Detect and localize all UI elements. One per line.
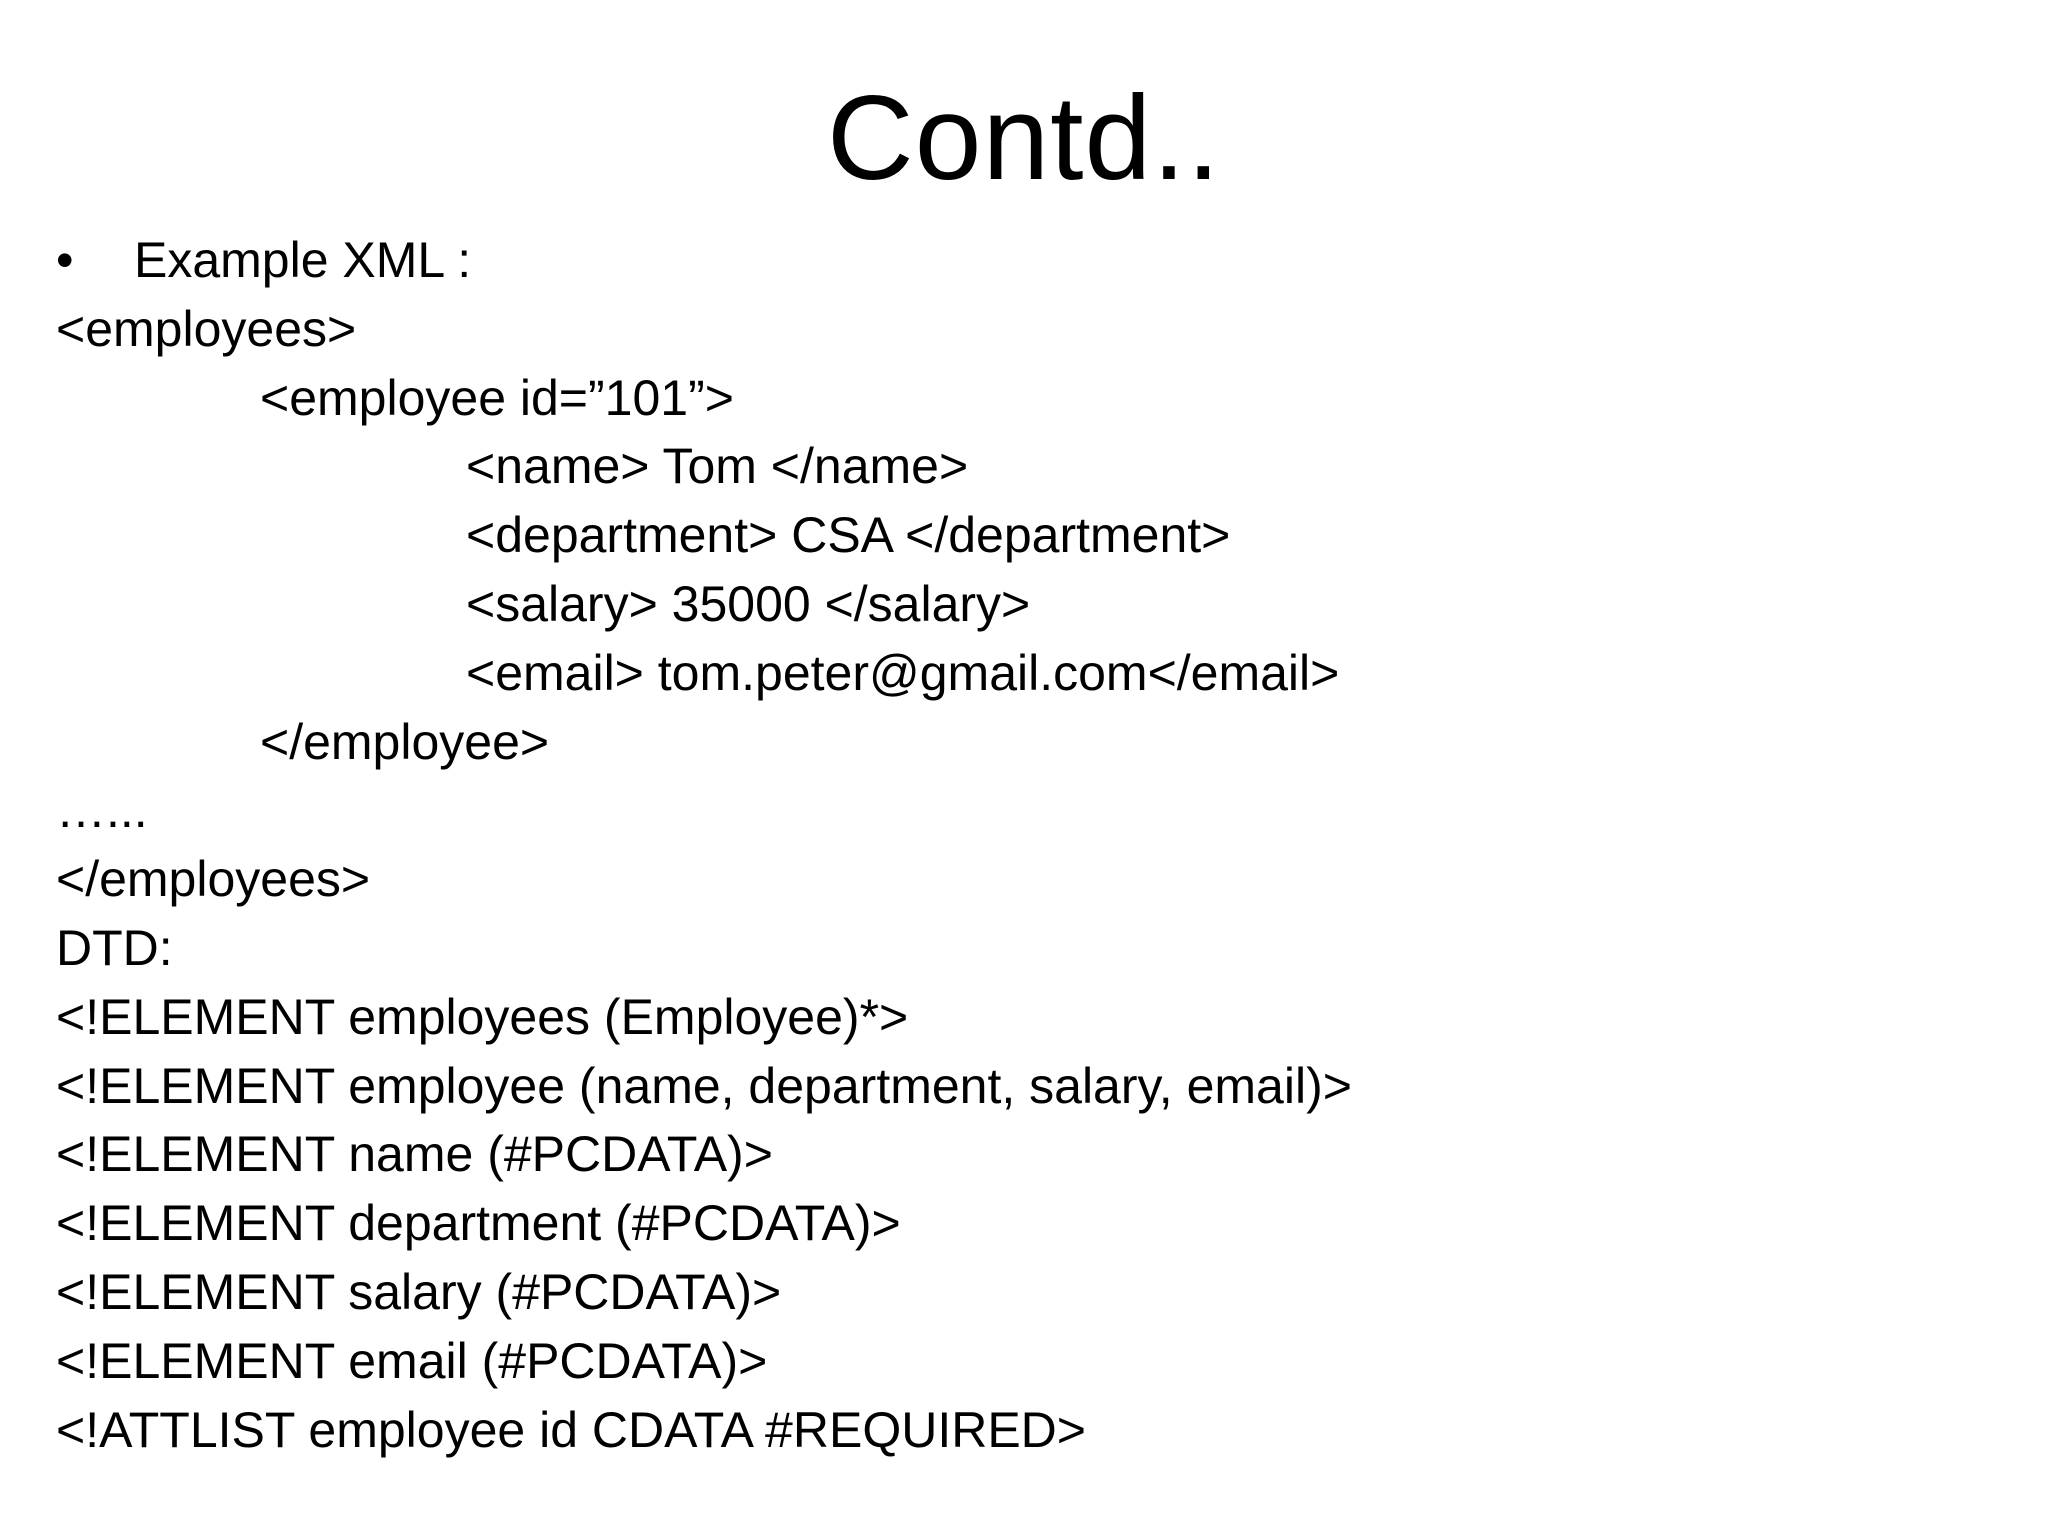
- bullet-text: Example XML :: [134, 232, 472, 288]
- xml-line-department: <department> CSA </department>: [466, 507, 1231, 564]
- dtd-line: <!ELEMENT email (#PCDATA)>: [56, 1332, 768, 1389]
- dtd-label: DTD:: [56, 919, 173, 976]
- xml-line-name: <name> Tom </name>: [466, 438, 969, 495]
- dtd-line: <!ATTLIST employee id CDATA #REQUIRED>: [56, 1401, 1086, 1458]
- dtd-line: <!ELEMENT employees (Employee)*>: [56, 988, 909, 1045]
- xml-line-ellipsis: …...: [56, 782, 148, 839]
- xml-line-employee-close: </employee>: [260, 713, 550, 770]
- xml-line-email: <email> tom.peter@gmail.com</email>: [466, 644, 1340, 701]
- dtd-line: <!ELEMENT salary (#PCDATA)>: [56, 1263, 782, 1320]
- xml-line-salary: <salary> 35000 </salary>: [466, 575, 1031, 632]
- dtd-line: <!ELEMENT name (#PCDATA)>: [56, 1126, 773, 1183]
- bullet-icon: •: [56, 232, 74, 288]
- slide-title: Contd..: [827, 71, 1221, 205]
- xml-line-employee-open: <employee id=”101”>: [260, 369, 734, 426]
- dtd-line: <!ELEMENT department (#PCDATA)>: [56, 1195, 901, 1252]
- bullet-item: [56, 226, 2016, 295]
- xml-line-employees-close: </employees>: [56, 851, 371, 908]
- xml-line-employees-open: <employees>: [56, 300, 357, 357]
- slide-body: [56, 226, 2016, 1464]
- dtd-line: <!ELEMENT employee (name, department, salary, email)>: [56, 1057, 1352, 1114]
